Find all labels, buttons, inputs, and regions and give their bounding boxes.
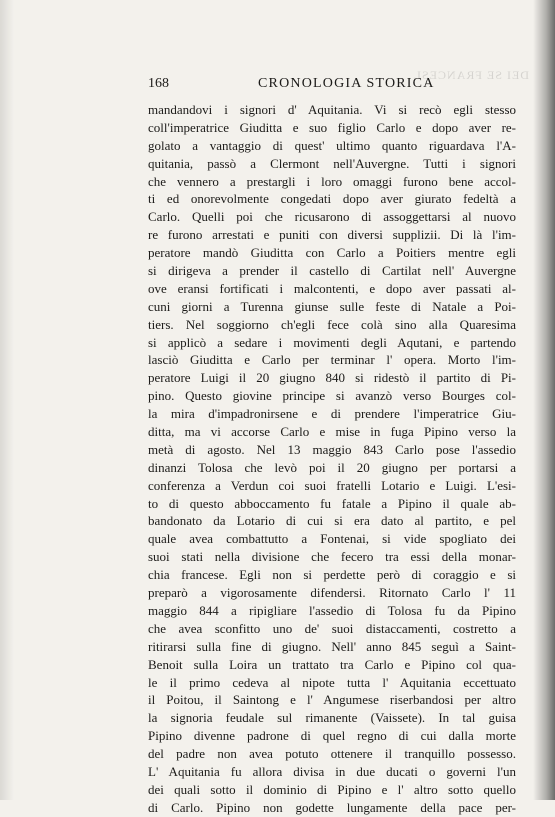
page-number: 168 — [148, 76, 169, 91]
text-line: ti ed onorevolmente congedati dopo aver giurato fedeltà a — [148, 191, 516, 207]
text-line: golato a vantaggio di quest' ultimo quanto riguardava l'A- — [148, 137, 516, 153]
text-line: la signoria feudale sul rimanente (Vaissete). In tal guisa — [148, 710, 516, 726]
text-line: peratore mandò Giuditta con Carlo a Poitiers mentre egli — [148, 245, 516, 261]
text-line: si dirigeva a prender il castello di Cartilat nell' Auvergne — [148, 263, 516, 279]
text-line: to di questo abboccamento fu fatale a Pipino il quale ab- — [148, 495, 516, 511]
text-line: pino. Questo giovine principe si avanzò verso Bourges col- — [148, 388, 516, 404]
text-line: la mira d'impadronirsene e di prendere l'imperatrice Giu- — [148, 406, 516, 422]
text-line: conferenza a Verdun coi suoi fratelli Lotario e Luigi. L'esi- — [148, 477, 516, 493]
text-line: le il primo cedeva al nipote tutta l' Aquitania eccettuato — [148, 674, 516, 690]
text-line: il Poitou, il Saintong e l' Angumese riserbandosi per altro — [148, 692, 516, 708]
text-line: maggio 844 a ripigliare l'assedio di Tolosa fu da Pipino — [148, 602, 516, 618]
text-line: re furono arrestati e puniti con diversi supplizii. Di là l'im- — [148, 227, 516, 243]
text-line: quale avea combattutto a Fontenai, si vide spogliato dei — [148, 531, 516, 547]
bleed-through-text: DEI SE FRANCESI. — [411, 68, 529, 82]
text-line: coll'imperatrice Giuditta e suo figlio Carlo e dopo aver re- — [148, 119, 516, 135]
text-line: di Carlo. Pipino non godette lungamente della pace per- — [148, 799, 516, 815]
text-line: Benoit sulla Loira un trattato tra Carlo e Pipino col qua- — [148, 656, 516, 672]
text-line: ove eransi fortificati i malcontenti, e dopo aver passati al- — [148, 280, 516, 296]
text-line: che vennero a prestargli i loro omaggi furono bene accol- — [148, 173, 516, 189]
text-line: bandonato da Lotario di cui si era dato al partito, e pel — [148, 513, 516, 529]
text-line: metà di agosto. Nel 13 maggio 843 Carlo pose l'assedio — [148, 441, 516, 457]
text-line: lasciò Giuditta e Carlo per terminar l' opera. Morto l'im- — [148, 352, 516, 368]
text-line: Carlo. Quelli poi che ricusarono di assoggettarsi al nuovo — [148, 209, 516, 225]
text-line: ritirarsi sulla fine di giugno. Nell' anno 845 seguì a Saint- — [148, 638, 516, 654]
text-line: preparò a vigorosamente difendersi. Ritornato Carlo l' 11 — [148, 585, 516, 601]
text-line: tiers. Nel soggiorno ch'egli fece colà sino alla Quaresima — [148, 316, 516, 332]
text-line: mandandovi i signori d' Aquitania. Vi si recò egli stesso — [148, 102, 516, 117]
text-line: ditta, ma vi accorse Carlo e mise in fuga Pipino verso la — [148, 424, 516, 440]
text-line: del padre non avea potuto ottenere il tranquillo possesso. — [148, 746, 516, 762]
text-line: cuni giorni a Turenna giunse sulle feste di Natale a Poi- — [148, 298, 516, 314]
text-line: dei quali sotto il dominio di Pipino e l' altro sotto quello — [148, 781, 516, 797]
page-edge-shadow — [533, 0, 555, 800]
text-line: che avea sconfitto uno de' suoi distaccamenti, costretto a — [148, 620, 516, 636]
running-head — [148, 76, 516, 94]
text-line: dinanzi Tolosa che levò poi il 20 giugno per portarsi a — [148, 459, 516, 475]
text-line: Pipino divenne padrone di quel regno di cui dalla morte — [148, 728, 516, 744]
text-line: quitania, passò a Clermont nell'Auvergne. Tutti i signori — [148, 155, 516, 171]
text-line: L' Aquitania fu allora divisa in due ducati o governi l'un — [148, 763, 516, 779]
text-line: si applicò a sedare i movimenti degli Aqutani, e partendo — [148, 334, 516, 350]
running-title: CRONOLOGIA STORICA — [258, 76, 435, 91]
body-text — [148, 101, 516, 817]
page-gutter-shade — [0, 0, 14, 800]
text-line: chia francese. Egli non si perdette però di coraggio e si — [148, 567, 516, 583]
text-line: suoi stati nella divisione che fecero tra essi della monar- — [148, 549, 516, 565]
text-line: peratore Luigi il 20 giugno 840 si ridestò il partito di Pi- — [148, 370, 516, 386]
